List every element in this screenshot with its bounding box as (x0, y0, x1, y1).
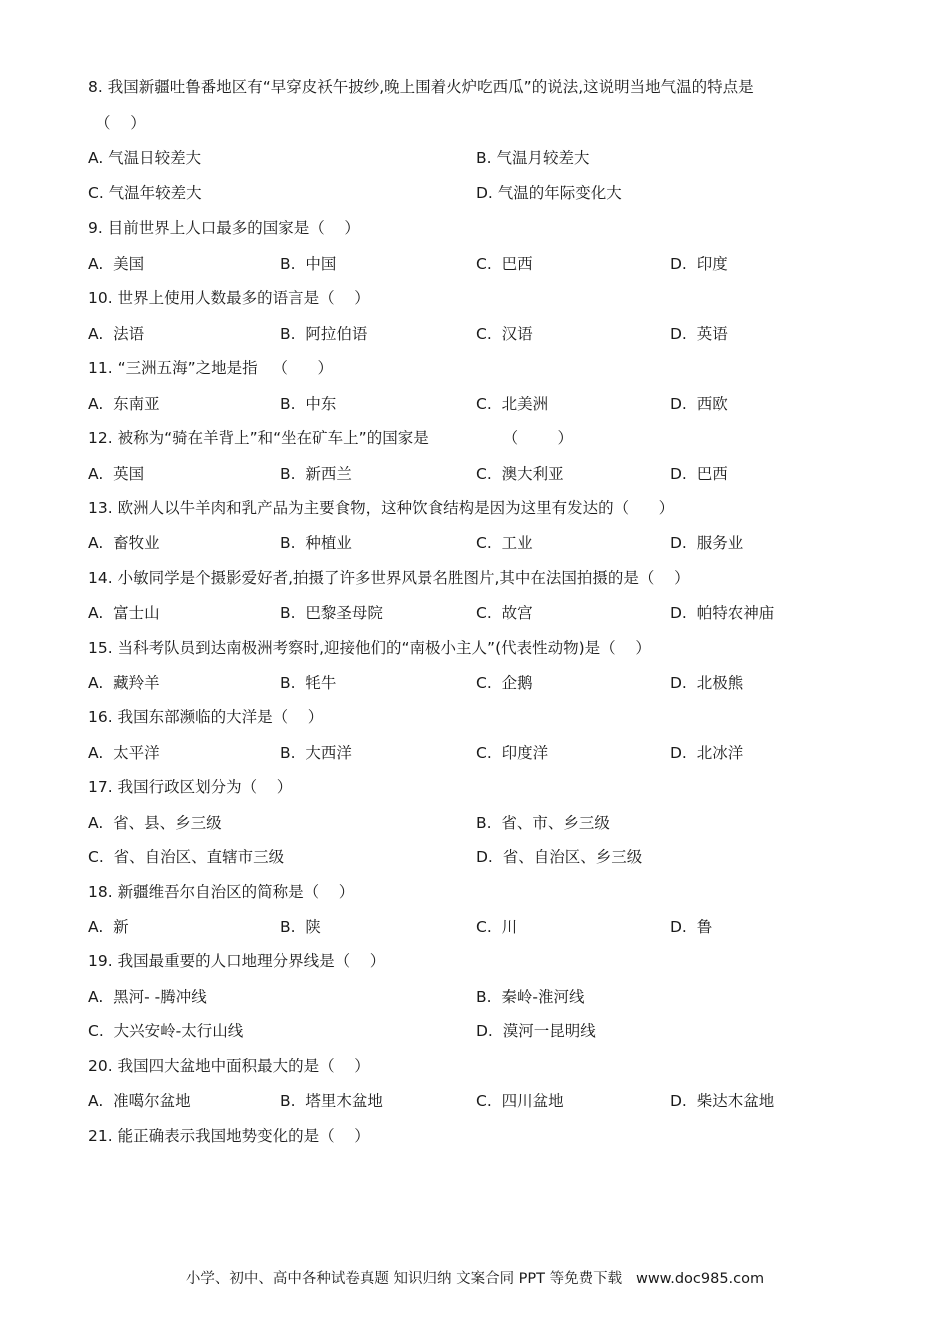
question-15-option-b: B. 牦牛 (280, 674, 337, 692)
question-18-stem: 18. 新疆维吾尔自治区的简称是（ ） (88, 883, 355, 901)
question-10-option-a: A. 法语 (88, 325, 145, 343)
question-11-option-b: B. 中东 (280, 395, 337, 413)
question-11-option-d: D. 西欧 (670, 395, 728, 413)
question-21-stem: 21. 能正确表示我国地势变化的是（ ） (88, 1127, 370, 1145)
question-19-option-d: D. 漠河一昆明线 (476, 1022, 596, 1040)
question-13-option-d: D. 服务业 (670, 534, 744, 552)
question-9-option-c: C. 巴西 (476, 255, 533, 273)
question-10-option-d: D. 英语 (670, 325, 728, 343)
question-8-option-b: B. 气温月较差大 (476, 149, 590, 167)
page-footer: 小学、初中、高中各种试卷真题 知识归纳 文案合同 PPT 等免费下载 www.doc985.com (185, 1271, 765, 1287)
question-9-option-d: D. 印度 (670, 255, 728, 273)
question-13-option-c: C. 工业 (476, 534, 533, 552)
question-15-stem: 15. 当科考队员到达南极洲考察时,迎接他们的“南极小主人”(代表性动物)是（ ） (88, 639, 651, 657)
question-15-option-a: A. 藏羚羊 (88, 674, 160, 692)
question-20-stem: 20. 我国四大盆地中面积最大的是（ ） (88, 1057, 370, 1075)
question-11-option-c: C. 北美洲 (476, 395, 549, 413)
question-19-option-b: B. 秦岭-淮河线 (476, 988, 585, 1006)
question-10-option-c: C. 汉语 (476, 325, 533, 343)
question-14-option-c: C. 故宫 (476, 604, 533, 622)
question-15-option-c: C. 企鹅 (476, 674, 533, 692)
question-12-option-c: C. 澳大利亚 (476, 465, 564, 483)
question-19-stem: 19. 我国最重要的人口地理分界线是（ ） (88, 952, 386, 970)
question-19-option-c: C. 大兴安岭-太行山线 (88, 1022, 244, 1040)
question-20-option-b: B. 塔里木盆地 (280, 1092, 383, 1110)
question-17-stem: 17. 我国行政区划分为（ ） (88, 778, 293, 796)
question-18-option-b: B. 陕 (280, 918, 321, 936)
question-18-option-c: C. 川 (476, 918, 518, 936)
question-20-option-a: A. 准噶尔盆地 (88, 1092, 191, 1110)
question-10-stem: 10. 世界上使用人数最多的语言是（ ） (88, 289, 370, 307)
question-8-stem: 8. 我国新疆吐鲁番地区有“早穿皮袄午披纱,晚上围着火炉吃西瓜”的说法,这说明当地气温的特点是 (88, 78, 754, 96)
question-17-option-a: A. 省、县、乡三级 (88, 814, 222, 832)
question-12-option-d: D. 巴西 (670, 465, 728, 483)
question-14-option-a: A. 富士山 (88, 604, 160, 622)
question-14-option-d: D. 帕特农神庙 (670, 604, 775, 622)
question-13-option-b: B. 种植业 (280, 534, 352, 552)
question-16-option-a: A. 太平洋 (88, 744, 160, 762)
question-13-option-a: A. 畜牧业 (88, 534, 160, 552)
question-15-option-d: D. 北极熊 (670, 674, 744, 692)
question-17-option-c: C. 省、自治区、直辖市三级 (88, 848, 285, 866)
question-20-option-c: C. 四川盆地 (476, 1092, 564, 1110)
question-9-option-a: A. 美国 (88, 255, 145, 273)
question-11-option-a: A. 东南亚 (88, 395, 160, 413)
question-12-option-a: A. 英国 (88, 465, 145, 483)
question-9-option-b: B. 中国 (280, 255, 337, 273)
question-10-option-b: B. 阿拉伯语 (280, 325, 368, 343)
question-20-option-d: D. 柴达木盆地 (670, 1092, 775, 1110)
question-8-answer-blank: （ ） (95, 114, 146, 132)
question-8-option-c: C. 气温年较差大 (88, 184, 202, 202)
question-16-option-c: C. 印度洋 (476, 744, 549, 762)
question-17-option-d: D. 省、自治区、乡三级 (476, 848, 643, 866)
question-14-option-b: B. 巴黎圣母院 (280, 604, 383, 622)
question-8-option-d: D. 气温的年际变化大 (476, 184, 622, 202)
question-17-option-b: B. 省、市、乡三级 (476, 814, 610, 832)
question-12-stem: 12. 被称为“骑在羊背上”和“坐在矿车上”的国家是 （ ） (88, 429, 574, 447)
question-9-stem: 9. 目前世界上人口最多的国家是（ ） (88, 219, 360, 237)
question-16-option-d: D. 北冰洋 (670, 744, 744, 762)
question-16-option-b: B. 大西洋 (280, 744, 352, 762)
question-19-option-a: A. 黑河- -腾冲线 (88, 988, 207, 1006)
question-11-stem: 11. “三洲五海”之地是指 （ ） (88, 359, 333, 377)
question-12-option-b: B. 新西兰 (280, 465, 352, 483)
question-18-option-a: A. 新 (88, 918, 129, 936)
question-14-stem: 14. 小敏同学是个摄影爱好者,拍摄了许多世界风景名胜图片,其中在法国拍摄的是（ ） (88, 569, 690, 587)
question-8-option-a: A. 气温日较差大 (88, 149, 202, 167)
question-18-option-d: D. 鲁 (670, 918, 713, 936)
question-13-stem: 13. 欧洲人以牛羊肉和乳产品为主要食物，这种饮食结构是因为这里有发达的（ ） (88, 499, 675, 517)
question-16-stem: 16. 我国东部濒临的大洋是（ ） (88, 708, 324, 726)
